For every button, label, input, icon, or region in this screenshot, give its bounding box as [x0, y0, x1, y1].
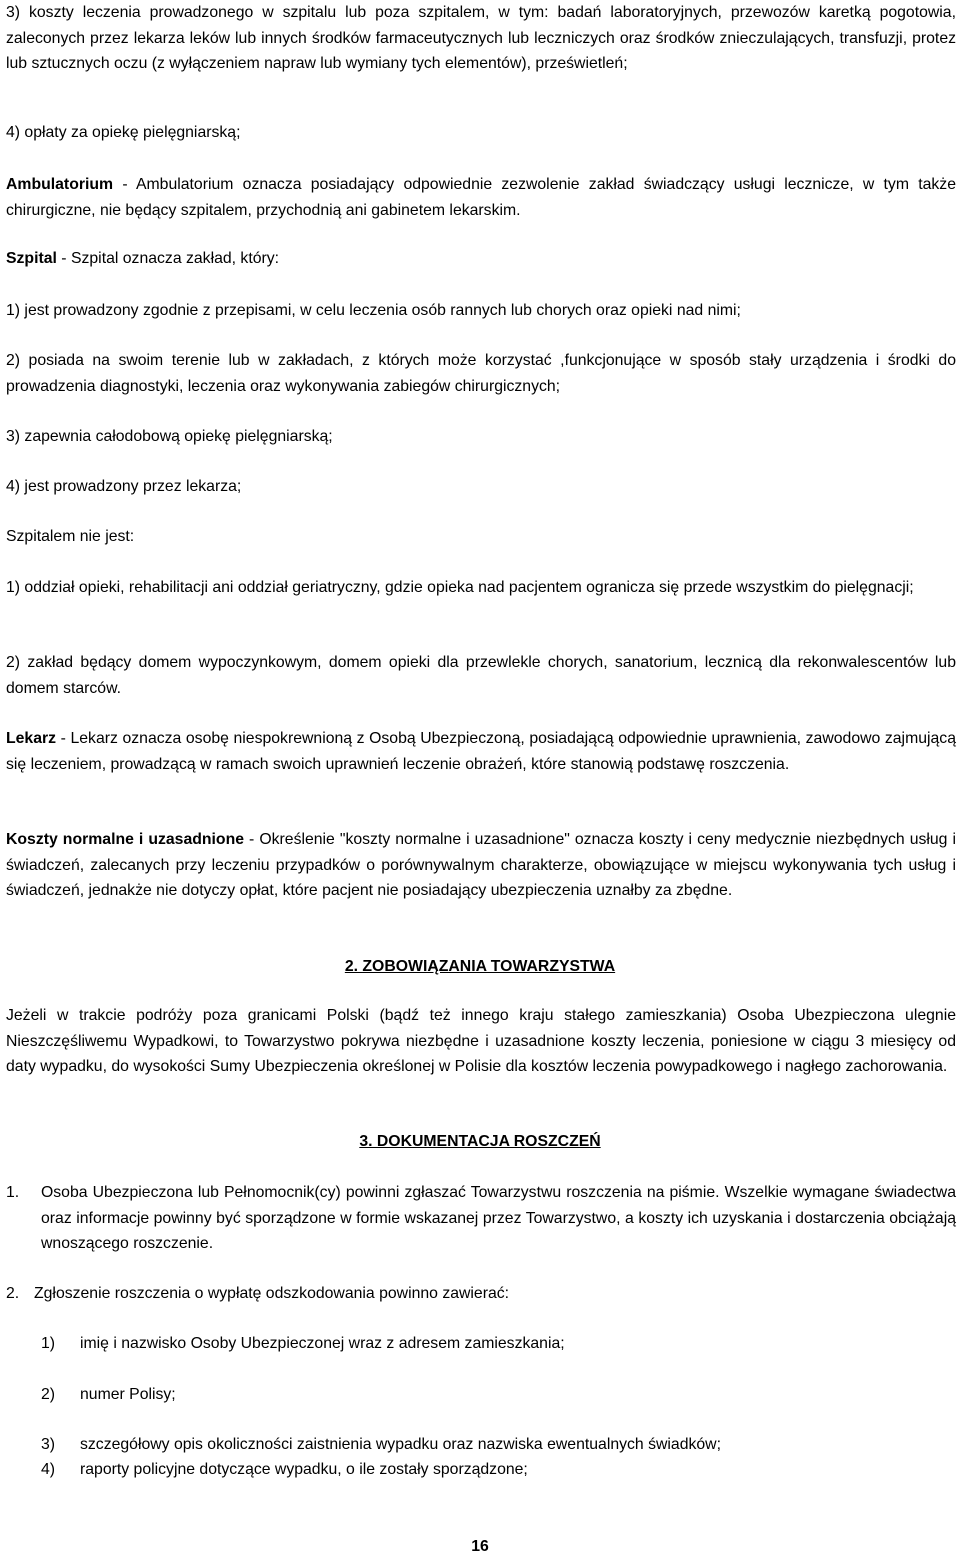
- paragraph-2-text: Zgłoszenie roszczenia o wypłatę odszkodowania powinno zawierać:: [34, 1285, 510, 1302]
- szpital-item-4: 4) jest prowadzony przez lekarza;: [6, 478, 242, 495]
- szpital-item-2: 2) posiada na swoim terenie lub w zakładach, z których może korzystać ,funkcjonujące w sposób stały urządzenia i środki do prowadzenia diagnostyki, leczenia oraz wykonywania zabiegów chirurgicznych;: [6, 352, 956, 395]
- definition-ambulatorium-text: - Ambulatorium oznacza posiadający odpowiednie zezwolenie zakład świadczący usługi lecznicze, w tym także chirurgiczne, nie będący szpitalem, przychodnią ani gabinetem lekarskim.: [6, 176, 956, 219]
- paragraph-1-text: Osoba Ubezpieczona lub Pełnomocnik(cy) powinni zgłaszać Towarzystwu roszczenia na piśmie. Wszelkie wymagane świadectwa oraz informacje powinny być sporządzone w formie wskazanej przez Towarzystwo, a koszty ich uzyskania i dostarczenia obciążają wnoszącego roszczenie.: [41, 1184, 956, 1252]
- claim-subitem-text: imię i nazwisko Osoby Ubezpieczonej wraz z adresem zamieszkania;: [80, 1335, 565, 1352]
- szpital-item-1: 1) jest prowadzony zgodnie z przepisami, w celu leczenia osób rannych lub chorych oraz opieki nad nimi;: [6, 302, 741, 319]
- szpital-exclusion-2: 2) zakład będący domem wypoczynkowym, domem opieki dla przewlekle chorych, sanatorium, lecznicą dla rekonwalescentów lub domem starców.: [6, 654, 956, 697]
- definition-szpital: [6, 246, 956, 272]
- claim-subitem: [41, 1432, 941, 1458]
- section-2-heading: 2. ZOBOWIĄZANIA TOWARZYSTWA: [344, 958, 616, 975]
- paragraph-2-number: 2.: [6, 1285, 20, 1302]
- claim-subitem: [41, 1382, 941, 1408]
- paragraph-item-4: 4) opłaty za opiekę pielęgniarską;: [6, 124, 241, 141]
- page-number: 16: [471, 1538, 489, 1555]
- szpital-item-3: 3) zapewnia całodobową opiekę pielęgniarską;: [6, 428, 333, 445]
- claim-subitem: [41, 1331, 941, 1357]
- claim-subitem-number: 4): [41, 1461, 56, 1478]
- claim-subitem-text: numer Polisy;: [80, 1386, 176, 1403]
- paragraph-1-number: 1.: [6, 1184, 20, 1201]
- definition-lekarz-text: - Lekarz oznacza osobę niespokrewnioną z Osobą Ubezpieczoną, posiadającą odpowiednie uprawnienia, zawodowo zajmującą się leczeniem, prowadzącą w ramach swoich uprawnień leczenie obrażeń, które stanowią podstawę roszczenia.: [6, 730, 956, 773]
- claim-subitem-number: 3): [41, 1436, 56, 1453]
- paragraph-item-3: 3) koszty leczenia prowadzonego w szpitalu lub poza szpitalem, w tym: badań laboratoryjnych, przewozów karetką pogotowia, zaleconych przez lekarza leków lub innych środków farmaceutycznych lub leczniczych oraz środków znieczulających, transfuzji, protez lub sztucznych oczu (z wyłączeniem napraw lub wymiany tych elementów), prześwietleń;: [6, 4, 956, 72]
- definition-koszty: [6, 827, 956, 904]
- section-3-paragraph-1: [6, 1180, 956, 1257]
- szpital-exclusion-intro: Szpitalem nie jest:: [6, 528, 135, 545]
- claim-subitem-text: raporty policyjne dotyczące wypadku, o ile zostały sporządzone;: [80, 1461, 528, 1478]
- term-ambulatorium: Ambulatorium: [6, 176, 114, 193]
- definition-ambulatorium: [6, 172, 956, 223]
- term-szpital: Szpital: [6, 250, 57, 267]
- claim-subitem: [41, 1457, 941, 1483]
- term-lekarz: Lekarz: [6, 730, 57, 747]
- section-3-paragraph-2: [6, 1281, 946, 1307]
- claim-subitem-number: 2): [41, 1386, 56, 1403]
- claim-subitem-number: 1): [41, 1335, 56, 1352]
- section-3-heading: 3. DOKUMENTACJA ROSZCZEŃ: [359, 1133, 601, 1150]
- claim-subitem-text: szczegółowy opis okoliczności zaistnienia wypadku oraz nazwiska ewentualnych świadków;: [80, 1436, 721, 1453]
- section-2-text: Jeżeli w trakcie podróży poza granicami Polski (bądź też innego kraju stałego zamieszkania) Osoba Ubezpieczona ulegnie Nieszczęśliwemu Wypadkowi, to Towarzystwo pokrywa niezbędne i uzasadnione koszty leczenia, poniesione w ciągu 3 miesięcy od daty wypadku, do wysokości Sumy Ubezpieczenia określonej w Polisie dla kosztów leczenia powypadkowego i nagłego zachorowania.: [6, 1007, 956, 1075]
- definition-lekarz: [6, 726, 956, 777]
- szpital-exclusion-1: 1) oddział opieki, rehabilitacji ani oddział geriatryczny, gdzie opieka nad pacjentem ogranicza się przede wszystkim do pielęgnacji;: [6, 579, 914, 596]
- definition-koszty-text: - Określenie "koszty normalne i uzasadnione" oznacza koszty i ceny medycznie niezbędnych usług i świadczeń, zalecanych przy leczeniu przypadków o porównywalnym charakterze, obowiązujące w miejscu wykonywania tych usług i świadczeń, jednakże nie dotyczy opłat, które pacjent nie posiadający ubezpieczenia uznałby za zbędne.: [6, 831, 956, 899]
- definition-szpital-text: - Szpital oznacza zakład, który:: [56, 250, 280, 267]
- term-koszty: Koszty normalne i uzasadnione: [6, 831, 245, 848]
